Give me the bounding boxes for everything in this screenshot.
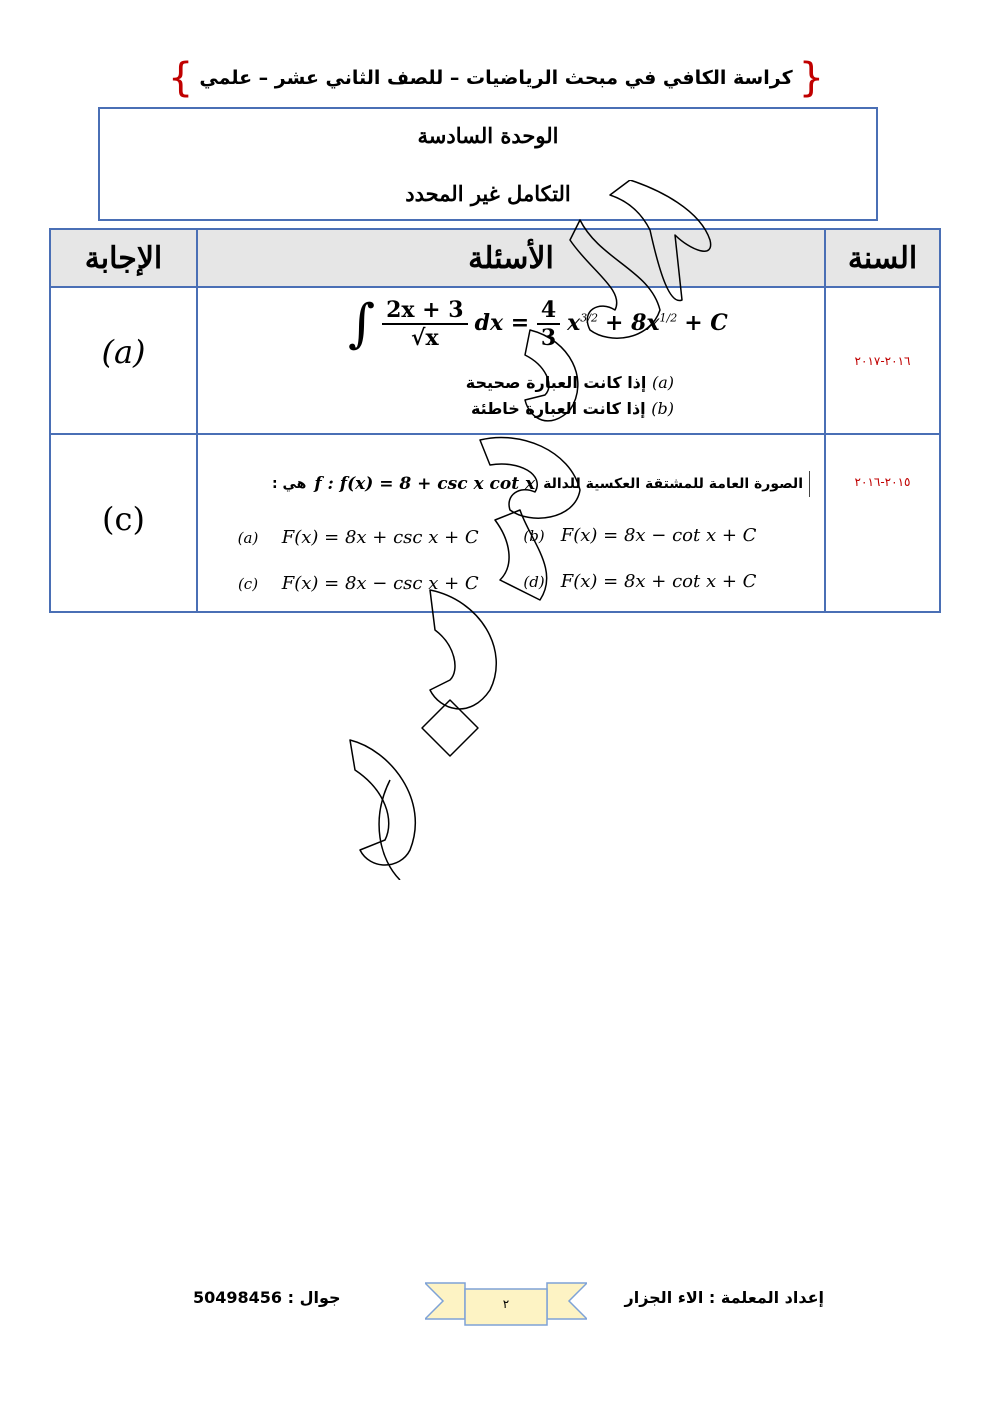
option-b (513, 525, 756, 546)
year-cell (825, 434, 940, 612)
option-b-label: (b) (651, 399, 674, 418)
year-value: ٢٠١٥-٢٠١٦ (854, 475, 911, 489)
option-d (513, 571, 756, 592)
answer-cell (50, 287, 197, 434)
exponent-three-halves: 3/2 (580, 311, 598, 325)
watermark-diamond (422, 700, 478, 756)
option-b-expr: F(x) = 8x − cot x + C (560, 525, 757, 546)
option-b-text: إذا كانت العبارة خاطئة (470, 399, 646, 418)
stem-function: f : f(x) = 8 + csc x cot x (314, 474, 536, 494)
question-stem (272, 471, 810, 497)
answer-cell (50, 434, 197, 612)
year-value: ٢٠١٦-٢٠١٧ (854, 353, 911, 368)
fraction-denominator: √x (411, 325, 439, 351)
option-c-label: (c) (237, 575, 259, 593)
option-a-label: (a) (237, 529, 259, 547)
unit-box (98, 107, 878, 221)
answer-value: (a) (101, 332, 146, 371)
book-title-text: كراسة الكافي في مبحث الرياضيات – للصف الثاني عشر – علمي (199, 67, 793, 89)
option-a-expr: F(x) = 8x + csc x + C (281, 527, 479, 548)
watermark-stroke-7 (350, 740, 415, 865)
footer-author: إعداد المعلمة : الاء الجزار (624, 1288, 824, 1307)
page-number: ٢ (502, 1297, 510, 1311)
table-row (50, 287, 940, 434)
footer-phone: جوال : 50498456 (193, 1288, 341, 1307)
stem-end: هي : (271, 476, 307, 492)
fraction-numerator: 2x + 3 (382, 297, 467, 325)
equation-dx: dx = (474, 310, 537, 336)
stem-text: الصورة العامة للمشتقة العكسية للدالة (543, 476, 803, 492)
unit-number: الوحدة السادسة (417, 123, 559, 148)
integral-sign: ∫ (348, 294, 376, 354)
option-d-expr: F(x) = 8x + cot x + C (560, 571, 757, 592)
option-a-label: (a) (651, 373, 674, 392)
option-b (466, 396, 674, 422)
coefficient-numerator: 4 (537, 297, 560, 325)
year-cell (825, 287, 940, 434)
option-a (220, 527, 479, 548)
coefficient-denominator: 3 (540, 325, 557, 351)
option-c-expr: F(x) = 8x − csc x + C (281, 573, 479, 594)
question-cell (197, 287, 825, 434)
ribbon-right-tail (547, 1283, 587, 1319)
coefficient-fraction (537, 297, 560, 351)
header-year: السنة (825, 229, 940, 287)
term-8x: + 8x (604, 310, 660, 336)
unit-topic: التكامل غير المحدد (405, 181, 571, 206)
table-row (50, 434, 940, 612)
right-brace: { (798, 55, 825, 101)
table-header-row (50, 229, 940, 287)
exponent-one-half: 1/2 (659, 311, 678, 325)
option-a (466, 370, 674, 396)
question-cell (197, 434, 825, 612)
book-title (167, 55, 825, 101)
option-b-label: (b) (523, 527, 545, 545)
integrand-fraction (382, 297, 467, 351)
options-list (466, 370, 674, 422)
option-a-text: إذا كانت العبارة صحيحة (465, 373, 647, 392)
term-constant: + C (684, 310, 728, 336)
header-answer: الإجابة (50, 229, 197, 287)
questions-table (49, 228, 941, 613)
header-questions: الأسئلة (197, 229, 825, 287)
ribbon-left-tail (425, 1283, 465, 1319)
option-d-label: (d) (523, 573, 545, 591)
integral-equation (348, 294, 728, 354)
option-c (220, 573, 479, 594)
watermark-stroke-8 (379, 780, 400, 880)
answer-value: (c) (102, 500, 145, 538)
term-x: x (567, 310, 581, 336)
left-brace: } (167, 55, 194, 101)
